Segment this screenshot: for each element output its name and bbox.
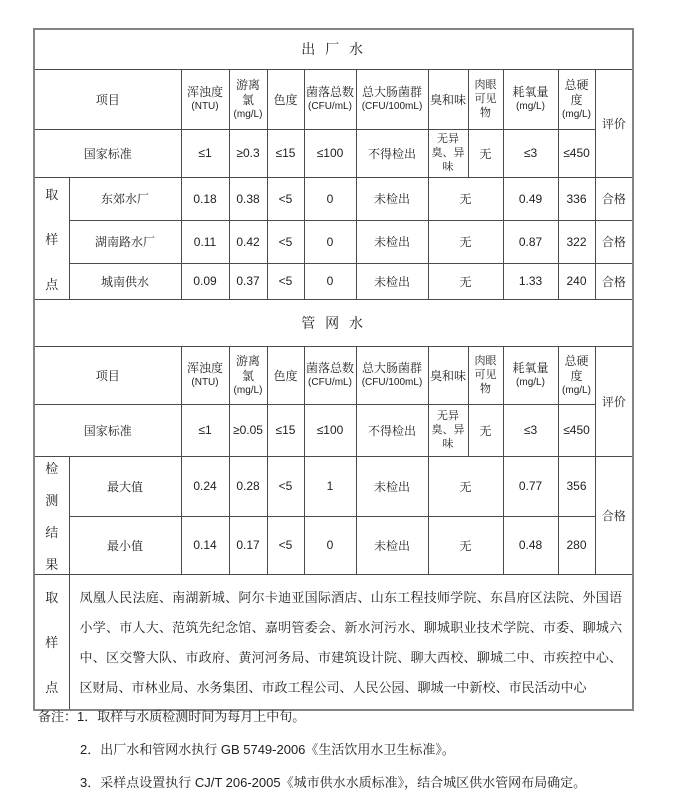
row-name: 湖南路水厂	[69, 220, 181, 263]
standard-visible: 无	[468, 129, 503, 177]
header-chlorine: 游离氯 (mg/L)	[229, 69, 267, 129]
header-hardness: 总硬度 (mg/L)	[558, 346, 595, 404]
standard-visible: 无	[468, 404, 503, 456]
cell-colony: 0	[304, 517, 356, 574]
header-odor: 臭和味	[428, 346, 468, 404]
cell-cod: 0.49	[503, 177, 558, 220]
header-odor: 臭和味	[428, 69, 468, 129]
note-item: 2．出厂水和管网水执行 GB 5749-2006《生活饮用水卫生标准》。	[80, 742, 455, 757]
cell-turbidity: 0.11	[181, 220, 229, 263]
header-coliform: 总大肠菌群 (CFU/100mL)	[356, 69, 428, 129]
standard-turbidity: ≤1	[181, 404, 229, 456]
note-line-3	[38, 772, 586, 791]
header-item: 项目	[34, 69, 181, 129]
vertical-label: 取 样 点	[45, 590, 59, 695]
cell-chlorine: 0.42	[229, 220, 267, 263]
header-hardness: 总硬度 (mg/L)	[558, 69, 595, 129]
cell-odor-visible: 无	[428, 263, 503, 299]
cell-colony: 0	[304, 220, 356, 263]
cell-hardness: 240	[558, 263, 595, 299]
standard-cod: ≤3	[503, 129, 558, 177]
vertical-label: 取 样 点	[45, 186, 59, 292]
standard-hardness: ≤450	[558, 404, 595, 456]
header-evaluation: 评价	[595, 346, 633, 456]
standard-colony: ≤100	[304, 404, 356, 456]
row-name: 东郊水厂	[69, 177, 181, 220]
factory-standard-label: 国家标准	[34, 129, 181, 177]
cell-chlorine: 0.28	[229, 456, 267, 517]
sampling-locations-text: 凤凰人民法庭、南湖新城、阿尔卡迪亚国际酒店、山东工程技师学院、东昌府区法院、外国语小学、市人大、范筑先纪念馆、嘉明管委会、新水河污水、聊城职业技术学院、市委、聊城六中、区交警大队、市政府、黄河河务局、市建筑设计院、聊大西校、聊城二中、市疾控中心、区财局、市林业局、水务集团、市政工程公司、人民公园、聊城一中新校、市民活动中心	[69, 574, 633, 710]
cell-hardness: 322	[558, 220, 595, 263]
header-turbidity: 浑浊度 (NTU)	[181, 69, 229, 129]
header-chlorine: 游离氯 (mg/L)	[229, 346, 267, 404]
note-line-2	[38, 739, 586, 758]
cell-coliform: 未检出	[356, 456, 428, 517]
cell-evaluation: 合格	[595, 177, 633, 220]
row-name: 城南供水	[69, 263, 181, 299]
notes-label: 备注：	[38, 709, 78, 724]
standard-color: ≤15	[267, 129, 304, 177]
header-colony: 菌落总数 (CFU/mL)	[304, 69, 356, 129]
header-cod: 耗氧量 (mg/L)	[503, 69, 558, 129]
cell-color: <5	[267, 456, 304, 517]
note-line-1	[38, 706, 586, 725]
cell-hardness: 356	[558, 456, 595, 517]
cell-chlorine: 0.38	[229, 177, 267, 220]
cell-odor-visible: 无	[428, 220, 503, 263]
cell-coliform: 未检出	[356, 263, 428, 299]
cell-evaluation: 合格	[595, 456, 633, 574]
sampling-locations-group-label	[34, 574, 69, 710]
cell-hardness: 280	[558, 517, 595, 574]
standard-cod: ≤3	[503, 404, 558, 456]
row-name: 最小值	[69, 517, 181, 574]
cell-color: <5	[267, 517, 304, 574]
cell-color: <5	[267, 263, 304, 299]
header-cod: 耗氧量 (mg/L)	[503, 346, 558, 404]
cell-turbidity: 0.09	[181, 263, 229, 299]
network-standard-label: 国家标准	[34, 404, 181, 456]
cell-cod: 0.77	[503, 456, 558, 517]
header-evaluation: 评价	[595, 69, 633, 177]
standard-chlorine: ≥0.3	[229, 129, 267, 177]
cell-hardness: 336	[558, 177, 595, 220]
header-color: 色度	[267, 69, 304, 129]
cell-turbidity: 0.14	[181, 517, 229, 574]
factory-water-title: 出 厂 水	[34, 29, 633, 69]
cell-colony: 0	[304, 177, 356, 220]
header-colony: 菌落总数 (CFU/mL)	[304, 346, 356, 404]
cell-odor-visible: 无	[428, 517, 503, 574]
cell-cod: 1.33	[503, 263, 558, 299]
standard-coliform: 不得检出	[356, 404, 428, 456]
cell-chlorine: 0.17	[229, 517, 267, 574]
header-visible: 肉眼可见物	[468, 69, 503, 129]
cell-color: <5	[267, 220, 304, 263]
cell-odor-visible: 无	[428, 177, 503, 220]
standard-odor: 无异臭、异味	[428, 129, 468, 177]
cell-cod: 0.48	[503, 517, 558, 574]
cell-chlorine: 0.37	[229, 263, 267, 299]
standard-colony: ≤100	[304, 129, 356, 177]
test-result-group-label	[34, 456, 69, 574]
row-name: 最大值	[69, 456, 181, 517]
cell-turbidity: 0.18	[181, 177, 229, 220]
vertical-label: 检 测 结 果	[45, 460, 59, 572]
note-item: 1．取样与水质检测时间为每月上中旬。	[77, 709, 306, 724]
cell-color: <5	[267, 177, 304, 220]
cell-odor-visible: 无	[428, 456, 503, 517]
standard-coliform: 不得检出	[356, 129, 428, 177]
cell-turbidity: 0.24	[181, 456, 229, 517]
header-item: 项目	[34, 346, 181, 404]
cell-evaluation: 合格	[595, 220, 633, 263]
cell-evaluation: 合格	[595, 263, 633, 299]
sampling-point-group-label	[34, 177, 69, 299]
header-turbidity: 浑浊度 (NTU)	[181, 346, 229, 404]
standard-turbidity: ≤1	[181, 129, 229, 177]
cell-coliform: 未检出	[356, 220, 428, 263]
header-visible: 肉眼可见物	[468, 346, 503, 404]
standard-chlorine: ≥0.05	[229, 404, 267, 456]
cell-colony: 0	[304, 263, 356, 299]
network-water-title: 管 网 水	[34, 299, 633, 346]
note-item: 3．采样点设置执行 CJ/T 206-2005《城市供水水质标准》，结合城区供水管网布局确定。	[80, 775, 587, 790]
standard-odor: 无异臭、异味	[428, 404, 468, 456]
cell-cod: 0.87	[503, 220, 558, 263]
notes-section	[38, 706, 586, 805]
header-coliform: 总大肠菌群 (CFU/100mL)	[356, 346, 428, 404]
standard-color: ≤15	[267, 404, 304, 456]
cell-colony: 1	[304, 456, 356, 517]
header-color: 色度	[267, 346, 304, 404]
water-quality-table	[33, 28, 634, 711]
cell-coliform: 未检出	[356, 517, 428, 574]
cell-coliform: 未检出	[356, 177, 428, 220]
standard-hardness: ≤450	[558, 129, 595, 177]
